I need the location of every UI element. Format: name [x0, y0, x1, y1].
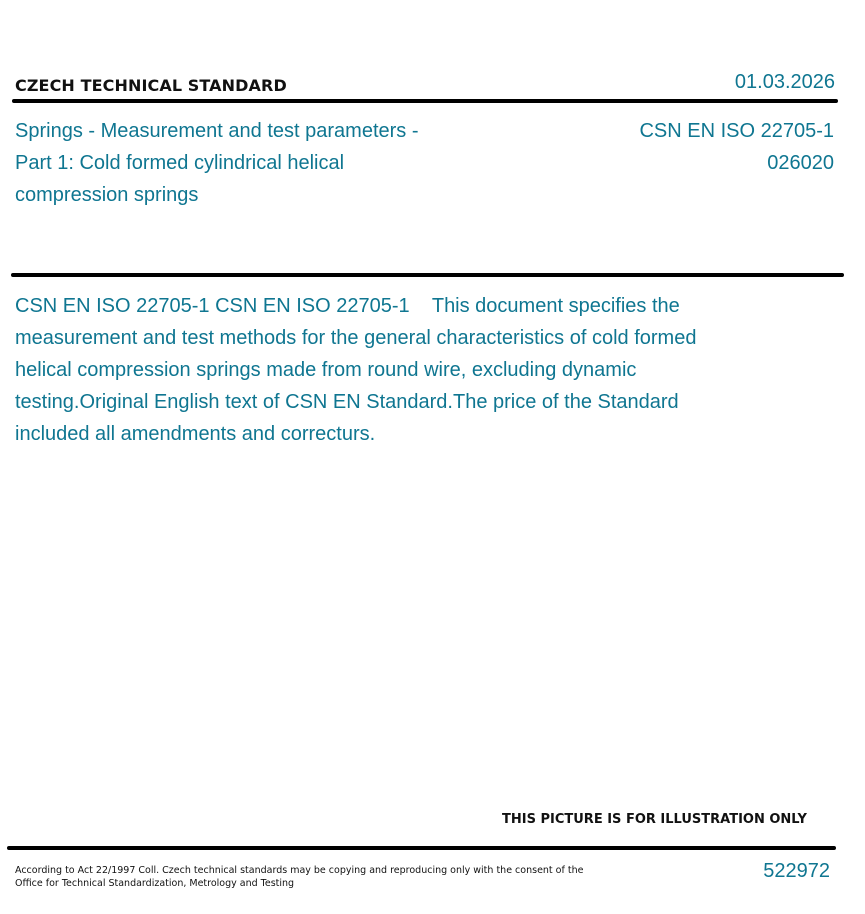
section-divider [11, 273, 844, 277]
document-type-label: CZECH TECHNICAL STANDARD [15, 76, 287, 95]
classification-number: 026020 [767, 152, 834, 174]
document-number: 522972 [763, 860, 830, 882]
publication-date: 01.03.2026 [734, 71, 835, 93]
footer-divider [7, 846, 836, 850]
standard-codes [639, 115, 834, 179]
standard-title: Springs - Measurement and test parameters - Part 1: Cold formed cylindrical helical compression springs [15, 120, 419, 206]
copyright-notice: According to Act 22/1997 Coll. Czech technical standards may be copying and reproducing only with the consent of the Office for Technical Standardization, Metrology and Testing [15, 865, 584, 889]
standard-code: CSN EN ISO 22705-1 [639, 120, 834, 142]
header-divider [12, 99, 838, 103]
standard-description: CSN EN ISO 22705-1 CSN EN ISO 22705-1 This document specifies the measurement and test methods for the general characteristics of cold formed helical compression springs made from round wire, excluding dynamic testing.Original English text of CSN EN Standard.The price of the Standard included all amendments and correcturs. [15, 295, 697, 445]
illustration-notice: THIS PICTURE IS FOR ILLUSTRATION ONLY [502, 812, 807, 827]
